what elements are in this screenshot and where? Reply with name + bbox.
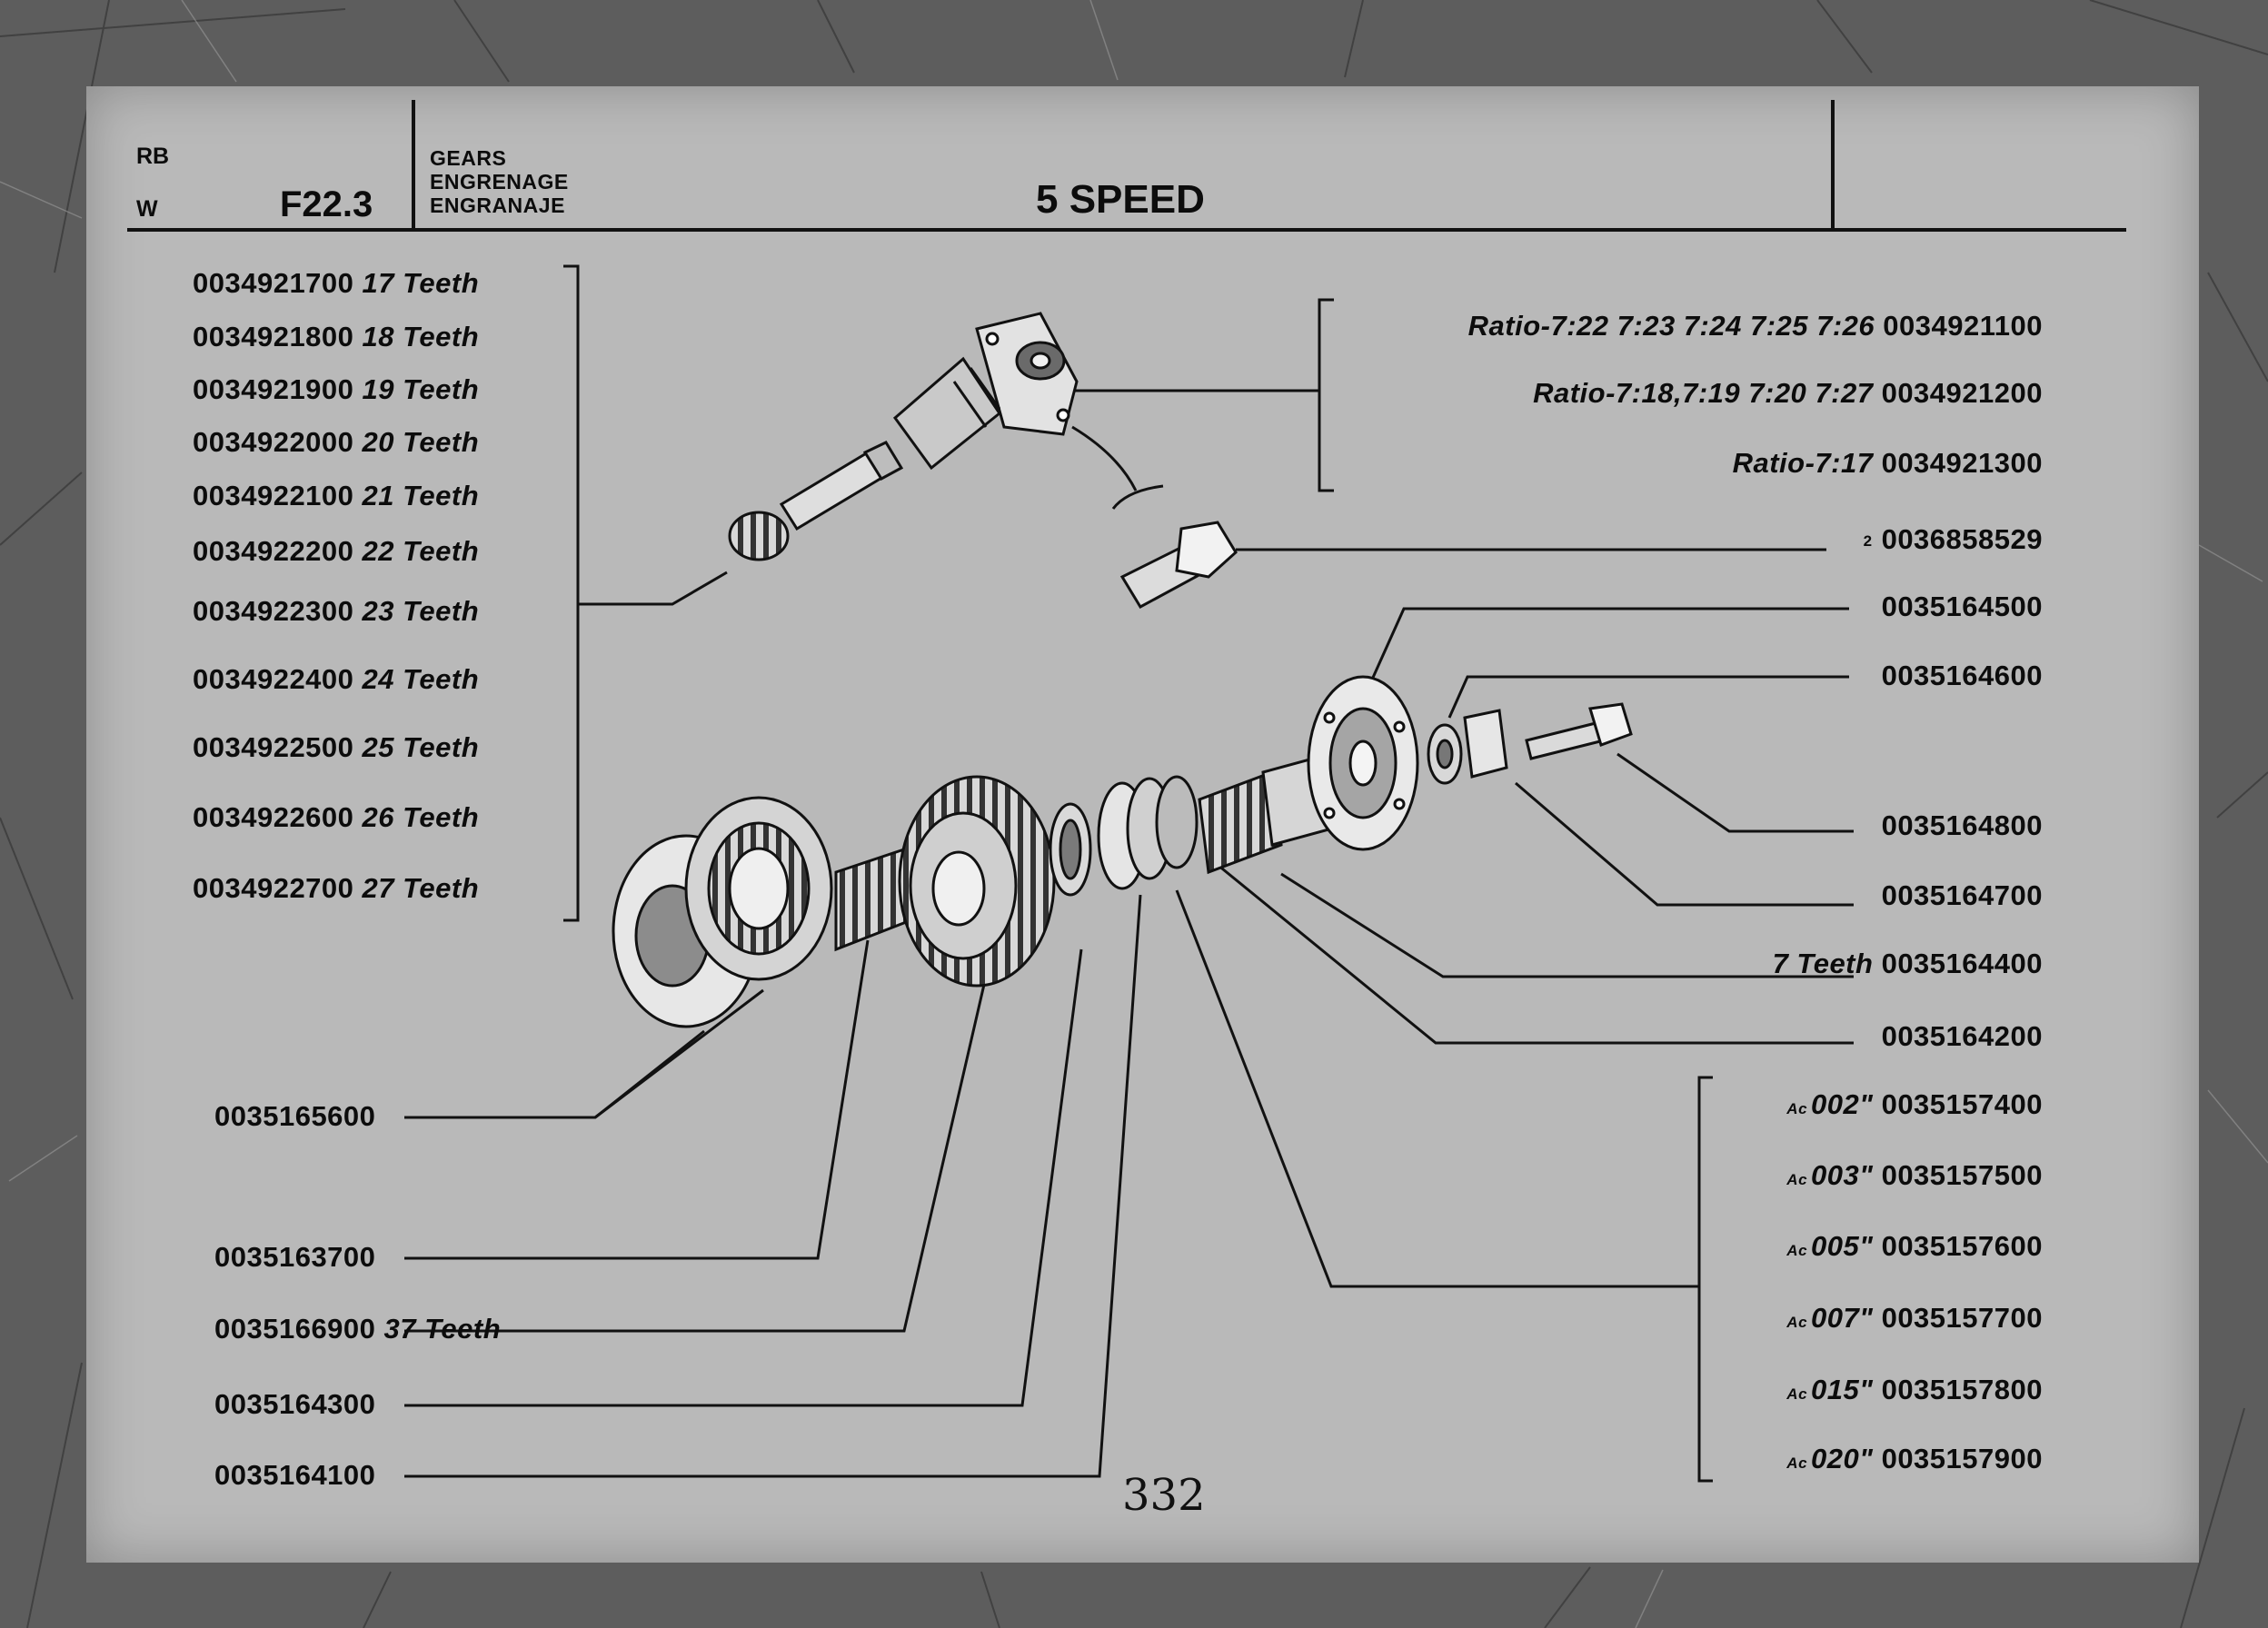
list-item: 0034921900 19 Teeth [193,373,480,405]
ratio-item: Ratio-7:18,7:19 7:20 7:27 0034921200 [1533,377,2043,409]
category-label-fr: ENGRENAGE [430,170,569,194]
right-part-item: 0035164700 [1881,879,2043,911]
page-number: 332 [1122,1470,1206,1521]
left-part-item: 0035166900 37 Teeth [214,1313,502,1345]
list-item: 0034922500 25 Teeth [193,731,480,763]
header-code-top: RB [136,144,170,169]
speedo-housing [895,313,1077,468]
category-label-es: ENGRANAJE [430,194,565,217]
list-item: 0034922400 24 Teeth [193,663,480,695]
left-part-item: 0035163700 [214,1241,376,1273]
list-item: 0034922600 26 Teeth [193,801,480,833]
main-shaft [613,677,1631,1027]
list-item: 0034922700 27 Teeth [193,872,480,904]
category-label-en: GEARS [430,146,507,170]
list-item: 0034921700 17 Teeth [193,267,480,299]
right-part-item: 0035164500 [1881,591,2043,622]
right-part-item: 0035164800 [1881,809,2043,841]
ratio-item: Ratio-7:22 7:23 7:24 7:25 7:26 0034921100 [1467,310,2043,342]
list-item: 0034922000 20 Teeth [193,426,480,458]
shim-item: Ac 020" 0035157900 [1786,1443,2043,1474]
left-part-item: 0035164100 [214,1459,376,1491]
left-part-item: 0035164300 [214,1388,376,1420]
bolt-part [1072,427,1236,607]
bolt-item: 2 0036858529 [1863,523,2043,555]
ratio-item: Ratio-7:17 0034921300 [1732,447,2043,479]
teeth-gear-list [193,269,556,910]
shim-item: Ac 002" 0035157400 [1786,1088,2043,1120]
page-title: 5 SPEED [1036,177,1205,222]
right-part-item: 0035164600 [1881,660,2043,691]
right-part-item: 0035164200 [1881,1020,2043,1052]
list-item: 0034922200 22 Teeth [193,535,480,567]
shim-item: Ac 015" 0035157800 [1786,1374,2043,1405]
speedo-pinion [730,442,901,560]
shim-item: Ac 007" 0035157700 [1786,1302,2043,1334]
list-item: 0034922100 21 Teeth [193,480,480,511]
header-code-bottom: W [136,196,158,222]
left-part-item: 0035165600 [214,1100,376,1132]
right-part-item: 7 Teeth 0035164400 [1772,948,2043,979]
category-labels [430,148,569,216]
shim-item: Ac 005" 0035157600 [1786,1230,2043,1262]
shim-item: Ac 003" 0035157500 [1786,1159,2043,1191]
list-item: 0034922300 23 Teeth [193,595,480,627]
section-number: F22.3 [280,184,373,224]
list-item: 0034921800 18 Teeth [193,321,480,352]
